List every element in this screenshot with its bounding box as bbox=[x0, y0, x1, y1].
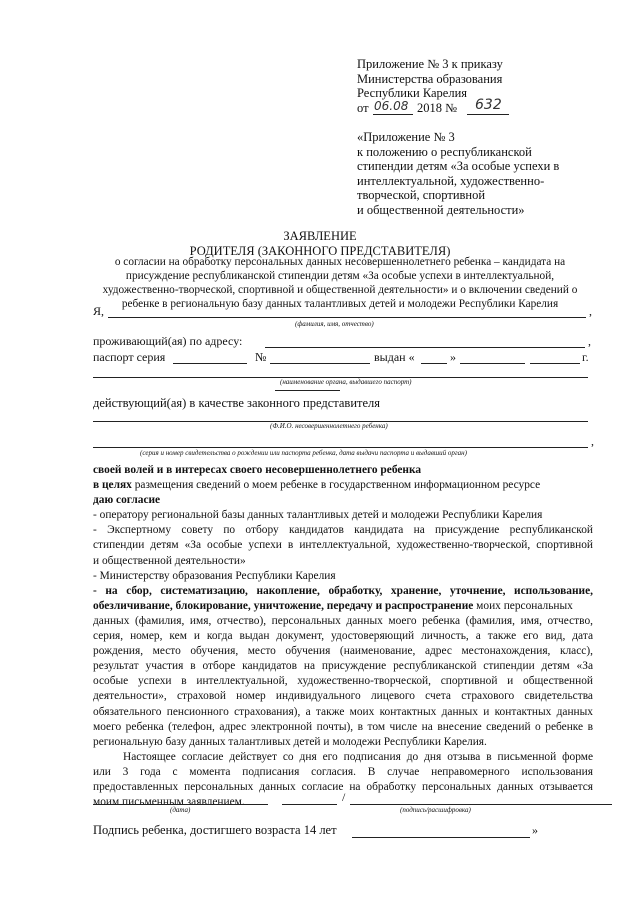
title-line-5: художественно-творческой, спортивной и общественной деятельности» и о включении сведений о bbox=[102, 284, 578, 296]
issued-day-field[interactable] bbox=[421, 363, 447, 364]
title-line-4: присуждение республиканской стипендии детям «За особые успехи в интеллектуальной, bbox=[125, 270, 555, 282]
signature-decoding-field[interactable] bbox=[350, 804, 612, 805]
body-line-11: данных (фамилия, имя, отчество), персональных данных моего ребенка (фамилия, имя, отчество, bbox=[93, 614, 593, 627]
regulation-header bbox=[357, 130, 587, 218]
caption-child: (Ф.И.О. несовершеннолетнего ребенка) bbox=[270, 422, 388, 430]
short-underline bbox=[275, 390, 340, 391]
passport-series-field[interactable] bbox=[173, 363, 247, 364]
address-label: проживающий(ая) по адресу: bbox=[93, 334, 243, 348]
body-line-14: результат участия в отборе кандидатов на присуждение республиканской стипендии детям «За bbox=[93, 660, 593, 673]
sub-line-6: и общественной деятельности» bbox=[357, 202, 525, 217]
caption-date: (дата) bbox=[170, 806, 191, 814]
signature-field[interactable] bbox=[282, 804, 337, 805]
issued-year-field[interactable] bbox=[530, 363, 580, 364]
body-line-10 bbox=[93, 599, 593, 614]
appendix-line-2: Министерства образования bbox=[357, 71, 503, 86]
caption-fio: (фамилия, имя, отчество) bbox=[295, 320, 374, 328]
order-number-handwritten: 632 bbox=[475, 96, 502, 113]
order-number-underline bbox=[467, 114, 509, 115]
year-suffix: г. bbox=[582, 350, 589, 364]
doc-comma: , bbox=[591, 434, 594, 448]
fio-field[interactable] bbox=[108, 317, 586, 318]
sub-line-2: к положению о республиканской bbox=[357, 144, 532, 159]
sub-line-3: стипендии детям «За особые успехи в bbox=[357, 159, 560, 174]
sub-line-4: интеллектуальной, художественно- bbox=[357, 173, 545, 188]
body-line-18: моего ребенка (телефон, адрес электронной почты), в том числе на внесение сведений о ребенке в bbox=[93, 720, 593, 733]
child-signature-label: Подпись ребенка, достигшего возраста 14 лет bbox=[93, 823, 337, 837]
issued-label: выдан « bbox=[374, 350, 415, 364]
date-sign-field[interactable] bbox=[93, 804, 268, 805]
title-line-3: о согласии на обработку персональных данных несовершеннолетнего ребенка – кандидата на bbox=[114, 256, 566, 268]
passport-label: паспорт серия bbox=[93, 350, 166, 364]
body-line-9: - на сбор, систематизацию, накопление, обработку, хранение, уточнение, использование, bbox=[93, 584, 593, 597]
body-line-5: - Экспертному совету по отбору кандидатов кандидата на присуждение республиканской bbox=[93, 524, 593, 537]
i-label: Я, bbox=[93, 304, 105, 318]
date-underline bbox=[373, 114, 413, 115]
title-line-6: ребенке в региональную базу данных талантливых детей и молодежи Республики Карелия bbox=[121, 298, 559, 310]
passport-number-field[interactable] bbox=[270, 363, 370, 364]
body-line-7: и общественной деятельности» bbox=[93, 554, 246, 567]
appendix-header bbox=[357, 57, 577, 116]
title-line-2: РОДИТЕЛЯ (ЗАКОННОГО ПРЕДСТАВИТЕЛЯ) bbox=[189, 244, 451, 258]
signature-slash: / bbox=[342, 790, 346, 804]
body-line-19: региональную базу данных талантливых детей и молодежи Республики Карелия. bbox=[93, 735, 487, 748]
caption-sign: (подпись/расшифровка) bbox=[400, 806, 471, 814]
caption-org: (наименование органа, выдавшего паспорт) bbox=[280, 378, 412, 386]
body-line-8: - Министерству образования Республики Карелия bbox=[93, 569, 336, 582]
child-signature-end: » bbox=[532, 823, 538, 837]
body-line-3: даю согласие bbox=[93, 494, 161, 507]
date-handwritten: 06.08 bbox=[374, 98, 409, 113]
body-line-10-text: моих персональных bbox=[473, 599, 573, 612]
child-document-field[interactable] bbox=[93, 447, 588, 448]
body-line-15: особые успехи в интеллектуальной, художественно-творческой, спортивной и общественной bbox=[93, 675, 593, 688]
body-line-2-text: размещения сведений о моем ребенке в государственном информационном ресурсе bbox=[131, 479, 541, 492]
body-line-10-bold: обезличивание, блокирование, уничтожение, передачу и распространение bbox=[93, 599, 474, 612]
body-line-12: серия, номер, кем и когда выдан документ, удостоверяющий личность, а также его вид, дата bbox=[93, 630, 593, 643]
issued-month-field[interactable] bbox=[460, 363, 525, 364]
body-line-22: предоставленных персональных данных согласие на обработку персональных данных отзывается bbox=[93, 780, 593, 793]
order-date-line bbox=[357, 96, 577, 116]
address-field[interactable] bbox=[265, 347, 585, 348]
body-line-13: рождения, место обучения, место обучения (наименование, адрес местонахождения, класс), bbox=[93, 645, 593, 658]
date-prefix: от bbox=[357, 100, 369, 115]
body-line-17: обязательного пенсионного страхования), а также моих контактных данных и контактных данных bbox=[93, 705, 593, 718]
child-signature-field[interactable] bbox=[352, 837, 530, 838]
body-line-23: моим письменным заявлением. bbox=[93, 796, 245, 809]
consent-body bbox=[93, 463, 593, 810]
body-line-4: - оператору региональной базы данных талантливых детей и молодежи Республики Карелия bbox=[93, 509, 543, 522]
title-line-1: ЗАЯВЛЕНИЕ bbox=[283, 229, 357, 243]
caption-doc: (серия и номер свидетельства о рождении или паспорта ребенка, дата выдачи паспорта и выдавший орган) bbox=[140, 449, 467, 457]
appendix-line-3: Республики Карелия bbox=[357, 86, 468, 101]
body-line-16: деятельности», страховой номер индивидуального лицевого счета страхового свидетельства bbox=[93, 690, 593, 703]
acting-label: действующий(ая) в качестве законного представителя bbox=[93, 396, 381, 410]
sub-line-5: творческой, спортивной bbox=[357, 188, 486, 203]
body-line-20: Настоящее согласие действует со дня его подписания до дня отзыва в письменной форме bbox=[123, 750, 593, 763]
sub-line-1: «Приложение № 3 bbox=[357, 130, 455, 144]
body-line-6: стипендии детям «За особые успехи в интеллектуальной, художественно-творческой, спортивной bbox=[93, 539, 593, 552]
body-line-1: своей волей и в интересах своего несовершеннолетнего ребенка bbox=[93, 464, 422, 476]
appendix-line-1: Приложение № 3 к приказу bbox=[357, 57, 503, 71]
address-comma: , bbox=[588, 334, 591, 348]
fio-comma: , bbox=[589, 304, 592, 318]
body-line-2 bbox=[93, 478, 593, 493]
number-label: № bbox=[255, 350, 267, 364]
body-line-2-bold: в целях bbox=[93, 479, 132, 492]
title-description bbox=[80, 255, 600, 311]
issued-quote-close: » bbox=[450, 350, 456, 364]
year-text: 2018 № bbox=[417, 100, 458, 115]
body-line-21: или 3 года с момента подписания согласия. В случае неправомерного использования bbox=[93, 765, 593, 778]
